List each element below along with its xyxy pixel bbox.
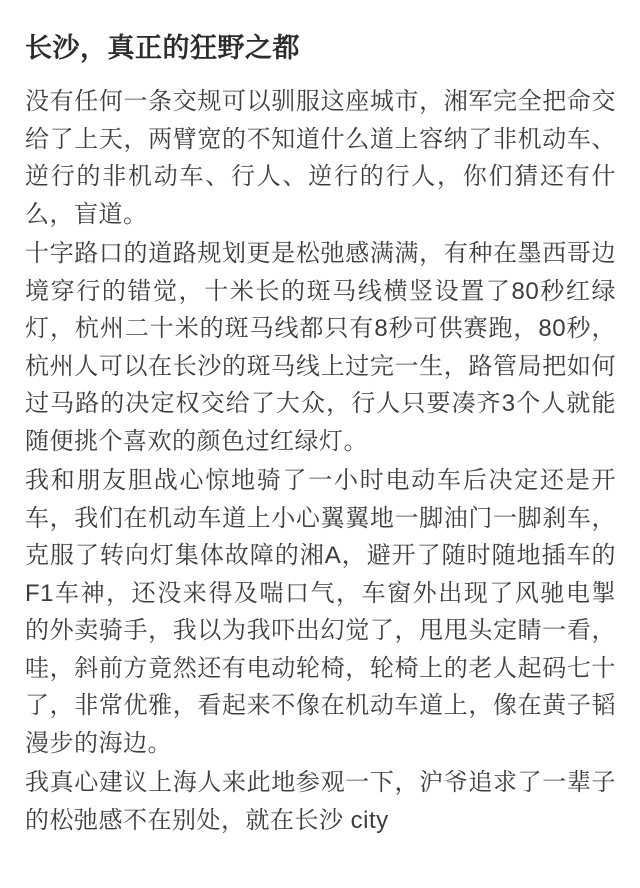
post-paragraph: 我真心建议上海人来此地参观一下，沪爷追求了一辈子的松弛感不在别处，就在长沙 city xyxy=(25,769,616,834)
post-title: 长沙，真正的狂野之都 xyxy=(25,33,300,63)
post-paragraph: 没有任何一条交规可以驯服这座城市，湘军完全把命交给了上天，两臂宽的不知道什么道上容纳了非机动车、逆行的非机动车、行人、逆行的行人，你们猜还有什么，盲道。 xyxy=(25,88,616,228)
post-paragraph: 十字路口的道路规划更是松弛感满满，有种在墨西哥边境穿行的错觉，十米长的斑马线横竖设置了80秒红绿灯，杭州二十米的斑马线都只有8秒可供赛跑，80秒，杭州人可以在长沙的斑马线上过完一生，路管局把如何过马路的决定权交给了大众，行人只要凑齐3个人就能随便挑个喜欢的颜色过红绿灯。 xyxy=(25,240,616,455)
post-paragraph: 我和朋友胆战心惊地骑了一小时电动车后决定还是开车，我们在机动车道上小心翼翼地一脚油门一脚刹车，克服了转向灯集体故障的湘A，避开了随时随地插车的F1车神，还没来得及喘口气，车窗外出现了风驰电掣的外卖骑手，我以为我吓出幻觉了，甩甩头定睛一看，哇，斜前方竟然还有电动轮椅，轮椅上的老人起码七十了，非常优雅，看起来不像在机动车道上，像在黄子韬漫步的海边。 xyxy=(25,467,616,757)
